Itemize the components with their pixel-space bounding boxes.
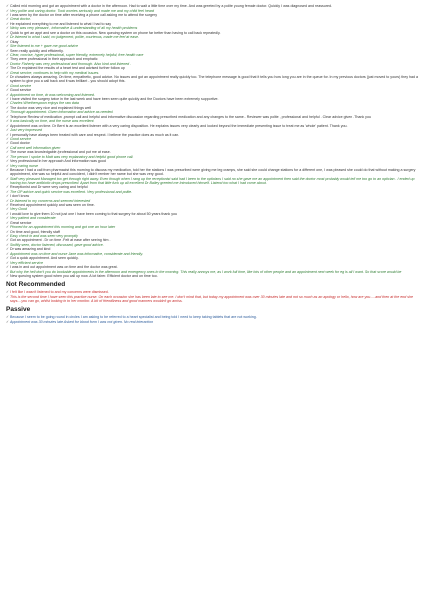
feedback-list <box>6 290 419 303</box>
feedback-text: Because I seem to be going round in circles I am asking to be referred to a heart specialist and being told I need to keep taking tablets that are not working. <box>10 315 257 320</box>
check-icon: ✓ <box>6 92 10 97</box>
check-icon: ✓ <box>6 194 10 199</box>
check-icon: ✓ <box>6 48 10 53</box>
check-icon: ✓ <box>6 123 10 128</box>
feedback-text: Great doctor. <box>10 17 31 22</box>
feedback-text: This is the second time I have seen this practice nurse. On each occasion she has been late to see me. I don't mind that, but today my appointment was over 30 minutes late and not so much as an apology or hello, how are you.....and then at the end she says....you can go, whilst looking in to her monitor. A bit of friendliness and good manners wouldn't go amiss. <box>10 294 414 304</box>
check-icon: ✓ <box>6 4 10 9</box>
check-icon: ✓ <box>6 26 10 31</box>
feedback-text: Very caring nurse <box>10 163 39 168</box>
section-heading-not-recommended: Not Recommended <box>6 281 66 289</box>
feedback-item <box>6 168 419 177</box>
feedback-text: Dr was amazing and kind <box>10 247 51 252</box>
feedback-text: Clear, concise, hyper professional, super friendly, extremely helpful, free health care <box>10 52 144 57</box>
feedback-text: Appointment on time, dr was welcoming and listened. <box>10 92 95 97</box>
check-icon: ✓ <box>6 88 10 93</box>
feedback-list <box>6 4 419 278</box>
feedback-text: They were professional in their approach and emphatic <box>10 57 98 62</box>
feedback-text: New queuing system good when you call up now. A lot fairer. Efficient doctor and on time too. <box>10 273 158 278</box>
check-icon: ✓ <box>6 52 10 57</box>
section-heading-passive: Passive <box>6 306 31 314</box>
feedback-text: He explained everything to me and listened to what I had to say <box>10 21 112 26</box>
check-icon: ✓ <box>6 141 10 146</box>
check-icon: ✓ <box>6 8 10 13</box>
check-icon: ✓ <box>6 17 10 22</box>
check-icon: ✓ <box>6 83 10 88</box>
check-icon: ✓ <box>6 225 10 230</box>
check-icon: ✓ <box>6 265 10 270</box>
feedback-text: I don't know <box>10 194 30 199</box>
check-icon: ✓ <box>6 319 10 324</box>
feedback-text: I would love to give them 10 not just one I have been coming to that surgery for about 50 years thank you <box>10 211 178 216</box>
check-icon: ✓ <box>6 220 10 225</box>
check-icon: ✓ <box>6 75 10 80</box>
check-icon: ✓ <box>6 154 10 159</box>
check-icon: ✓ <box>6 105 10 110</box>
feedback-text: Because I had a call from pharmacist this morning to discuss my medication, told her the stations I was prescribed were giving me leg cramps, she said she could change stations for a different one, I was pleased she could do that without making a surgery appointment, she was so helpful and concident, I didn't rember her name but she was very good. <box>10 168 416 177</box>
check-icon: ✓ <box>6 159 10 164</box>
check-icon: ✓ <box>6 211 10 216</box>
feedback-text: Doctor Flaherty was very professional and thorough. Also kind and listened . <box>10 61 132 66</box>
feedback-text: Appointment was on time and nurse Jane was informative, considerate and friendly. <box>10 251 143 256</box>
feedback-text: On time and good, friendly staff <box>10 229 60 234</box>
feedback-text: The Dr explained the results of a heart test and advised further follow up <box>10 66 125 71</box>
feedback-text: Very Good <box>10 207 28 212</box>
feedback-text: Good doctor <box>10 141 30 146</box>
feedback-text: Call went well information given <box>10 145 61 150</box>
check-icon: ✓ <box>6 101 10 106</box>
check-icon: ✓ <box>6 39 10 44</box>
check-icon: ✓ <box>6 247 10 252</box>
check-icon: ✓ <box>6 21 10 26</box>
feedback-text: Received appointment quickly and was seen on time. <box>10 202 95 207</box>
feedback-text: Dr listened to my concerns and seemed interested <box>10 198 91 203</box>
check-icon: ✓ <box>6 260 10 265</box>
feedback-text: Good service <box>10 88 32 93</box>
feedback-text: She listened to me + gave me good advice <box>10 44 79 49</box>
check-icon: ✓ <box>6 202 10 207</box>
feedback-text: I was in and out appointment was on time and the doctor was great. <box>10 265 118 270</box>
feedback-text: Good service <box>10 83 32 88</box>
check-icon: ✓ <box>6 294 10 299</box>
check-icon: ✓ <box>6 128 10 133</box>
feedback-item <box>6 320 419 324</box>
feedback-document <box>6 4 419 324</box>
feedback-item <box>6 75 419 84</box>
check-icon: ✓ <box>6 61 10 66</box>
check-icon: ✓ <box>6 57 10 62</box>
feedback-text: The GP advice and quick service was excellent. Very professional and polite. <box>10 189 133 194</box>
feedback-text: Good service <box>10 136 32 141</box>
check-icon: ✓ <box>6 13 10 18</box>
feedback-text: I have visited the surgery twice in the last week and have been seen quite quickly and the Doctors have been extremely supportive. <box>10 97 219 102</box>
feedback-text: Quick to get an appt and see a doctor on this occasion. New queuing system on phone far better than having to call back repeatedly. <box>10 30 221 35</box>
feedback-text: Appointment was on time. Dr Berri is an excellent listener with a very caring disposition. He explains issues very clearly and looked beyond the immediate presenting issue to treat me as 'whole' patient. Thank you. <box>10 123 348 128</box>
feedback-text: Dr listened to what I said, no judgement, polite, courteous, made me feel at ease. <box>10 35 140 40</box>
check-icon: ✓ <box>6 110 10 115</box>
check-icon: ✓ <box>6 238 10 243</box>
feedback-text: Staff very pleasant Managed too get through right away. Even though when I rang up the receptionist said had I been to the opticians I said no she gave me an appointment then said the doctor most probably would tell me too go to an optician . I ended up having too have antibiotic drops prescribed. Apart from that little fuck up all excellent Dr Bailey greeted me Introduced himself. Listend too what I had come about. <box>10 176 415 185</box>
check-icon: ✓ <box>6 189 10 194</box>
feedback-item <box>6 177 419 186</box>
section-recommended <box>6 4 419 278</box>
check-icon: ✓ <box>6 132 10 137</box>
check-icon: ✓ <box>6 229 10 234</box>
feedback-text: It was basically on time, and the nurse was excellent. <box>10 119 95 124</box>
feedback-text: Got an appointment . Dr on time .Felt at ease after seeing him . <box>10 238 111 243</box>
check-icon: ✓ <box>6 114 10 119</box>
feedback-text: Swiftly seen, doctor listened, discussed, gave good advice. <box>10 242 104 247</box>
feedback-item <box>6 274 419 278</box>
check-icon: ✓ <box>6 70 10 75</box>
check-icon: ✓ <box>6 97 10 102</box>
check-icon: ✓ <box>6 251 10 256</box>
feedback-text: Great service, continues to help with my medical issues. <box>10 70 100 75</box>
feedback-text: Telephone Review of medication ,prompt call and helpful and informative discussion regarding prescribed medication and any changes to the same.. Reviewer was polite , professional and helpful . Clear advice given .Thank you <box>10 114 371 119</box>
feedback-text: Thorough appointment. Given information and advice as needed. <box>10 110 114 115</box>
check-icon: ✓ <box>6 290 10 295</box>
feedback-text: Called mid morning and got an appointment with a doctor in the afternoon. Had to wait a little time over my time. And was greeted by a polite young female doctor. Quickly I was diagnosed and reassured. <box>10 4 333 9</box>
feedback-text: Great service <box>10 220 32 225</box>
feedback-text: Very professional in her approach And information was good <box>10 159 106 164</box>
section-not-recommended <box>6 281 419 303</box>
feedback-text: Very polite and caring doctor. Took worries seriously and made me and my child feel heard <box>10 8 155 13</box>
check-icon: ✓ <box>6 119 10 124</box>
check-icon: ✓ <box>6 198 10 203</box>
check-icon: ✓ <box>6 315 10 320</box>
check-icon: ✓ <box>6 273 10 278</box>
check-icon: ✓ <box>6 66 10 71</box>
check-icon: ✓ <box>6 176 10 181</box>
check-icon: ✓ <box>6 150 10 155</box>
check-icon: ✓ <box>6 163 10 168</box>
check-icon: ✓ <box>6 145 10 150</box>
check-icon: ✓ <box>6 30 10 35</box>
feedback-text: Easy check in and was seen very promptly <box>10 234 78 239</box>
feedback-text: Got a quick appointment. And seen quickly. <box>10 256 79 261</box>
feedback-text: Charles Whetherspoon enjoys the raw data <box>10 101 79 106</box>
feedback-text: Dr chowders always amazing. On time, empathetic, good advice. No issues and got an appointment really quickly too. The telephone message is good that it tells you how long you are in the queue for. In my previous doctors (just moved to yours) they had a system to give you a call back and it was brilliant - you should adopt this. <box>10 75 419 84</box>
feedback-text: Okay <box>10 39 19 44</box>
check-icon: ✓ <box>6 168 10 173</box>
check-icon: ✓ <box>6 136 10 141</box>
feedback-text: Phoned for an appointment this morning and got one an hour later <box>10 225 116 230</box>
section-passive <box>6 306 419 324</box>
check-icon: ✓ <box>6 35 10 40</box>
feedback-text: The person I spoke to Matt was very explanatory and helpful good phone call. <box>10 154 134 159</box>
check-icon: ✓ <box>6 269 10 274</box>
check-icon: ✓ <box>6 242 10 247</box>
feedback-text: Very efficient service <box>10 260 44 265</box>
check-icon: ✓ <box>6 44 10 49</box>
check-icon: ✓ <box>6 185 10 190</box>
feedback-text: But why the hell don't you do bookable appointments in the afternoon and emergency ones in the morning. This really annoys me, as I work full time, like lots of other people and an appointment next week for eg is all I want. So that score would be <box>10 269 402 274</box>
feedback-text: Just very impressed <box>10 128 42 133</box>
check-icon: ✓ <box>6 207 10 212</box>
check-icon: ✓ <box>6 216 10 221</box>
feedback-text: The doctor was very nice and explained things well <box>10 105 92 110</box>
feedback-text: I felt like I wasn't listened to and my concerns were dismissed. <box>10 290 109 295</box>
feedback-text: The nurse was knowledgable /professional and put me at ease. <box>10 150 111 155</box>
feedback-text: Seen really quickly and efficiently. <box>10 48 64 53</box>
feedback-text: Nicky was very pleasant , informative & understanding of all my health problems <box>10 26 138 31</box>
feedback-text: Appointment was 30 minutes late Asked for blood form I was not given. No real interaction <box>10 319 154 324</box>
feedback-text: I personally have always been treated with care and respect. I believe the practice does as much as it can. <box>10 132 180 137</box>
feedback-list <box>6 315 419 324</box>
feedback-text: Receptionist and Dr were very caring and helpful <box>10 185 88 190</box>
feedback-item <box>6 295 419 304</box>
check-icon: ✓ <box>6 234 10 239</box>
feedback-text: I was seen by the doctor on time after receiving a phone call asking me to attend the surgery <box>10 13 158 18</box>
feedback-text: Very patient and considerate <box>10 216 56 221</box>
check-icon: ✓ <box>6 256 10 261</box>
